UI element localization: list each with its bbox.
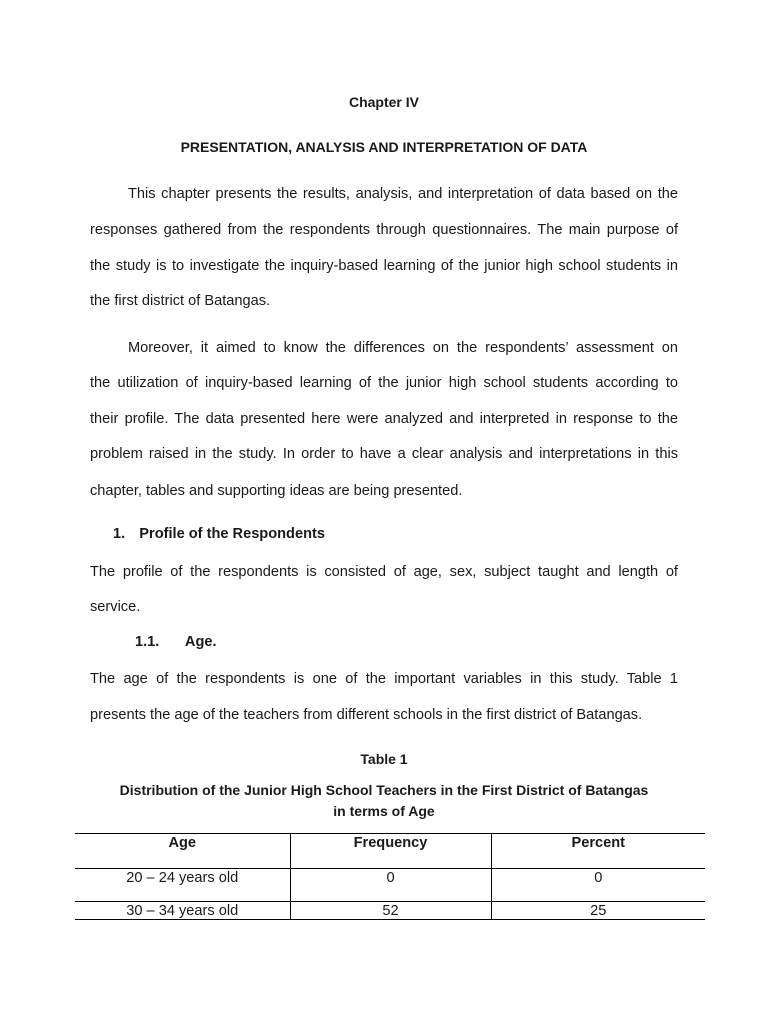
table-cell: 0 (491, 869, 705, 902)
chapter-title: PRESENTATION, ANALYSIS AND INTERPRETATION OF DATA (180, 139, 588, 155)
paragraph-line: responses gathered from the respondents through questionnaires. The main purpose of (90, 222, 678, 238)
paragraph-line: problem raised in the study. In order to have a clear analysis and interpretations in this (90, 446, 678, 462)
table-cell: 20 – 24 years old (75, 869, 290, 902)
table-caption-continued: in terms of Age (333, 803, 435, 819)
age-distribution-table (75, 833, 705, 920)
subsection-heading-age (135, 634, 217, 650)
column-header-percent: Percent (491, 834, 705, 869)
column-header-age: Age (75, 834, 290, 869)
table-label: Table 1 (360, 751, 408, 767)
subsection-title: Age. (184, 634, 217, 650)
paragraph-line: This chapter presents the results, analysis, and interpretation of data based on the (128, 186, 678, 202)
table-header-row (75, 834, 705, 869)
paragraph-line: their profile. The data presented here were analyzed and interpreted in response to the (90, 411, 678, 427)
paragraph-line: service. (90, 599, 141, 615)
column-header-frequency: Frequency (290, 834, 491, 869)
table-caption: Distribution of the Junior High School Teachers in the First District of Batangas (119, 782, 649, 798)
table-cell: 30 – 34 years old (75, 902, 290, 920)
section-number: 1. (113, 526, 126, 542)
table-cell: 0 (290, 869, 491, 902)
paragraph-line: the study is to investigate the inquiry-based learning of the junior high school students in (90, 258, 678, 274)
paragraph-line: The age of the respondents is one of the important variables in this study. Table 1 (90, 671, 678, 687)
table-cell: 25 (491, 902, 705, 920)
table-row (75, 902, 705, 920)
subsection-number: 1.1. (135, 634, 160, 650)
paragraph-line: the utilization of inquiry-based learning of the junior high school students according to (90, 375, 678, 391)
chapter-label: Chapter IV (348, 94, 419, 110)
paragraph-line: The profile of the respondents is consisted of age, sex, subject taught and length of (90, 564, 678, 580)
paragraph-line: the first district of Batangas. (90, 293, 271, 309)
section-heading-profile (113, 526, 325, 542)
paragraph-line: Moreover, it aimed to know the differences on the respondents’ assessment on (128, 340, 678, 356)
table-row (75, 869, 705, 902)
paragraph-line: chapter, tables and supporting ideas are being presented. (90, 483, 463, 499)
table-cell: 52 (290, 902, 491, 920)
section-title: Profile of the Respondents (139, 526, 325, 542)
paragraph-line: presents the age of the teachers from different schools in the first district of Batangas. (90, 707, 643, 723)
